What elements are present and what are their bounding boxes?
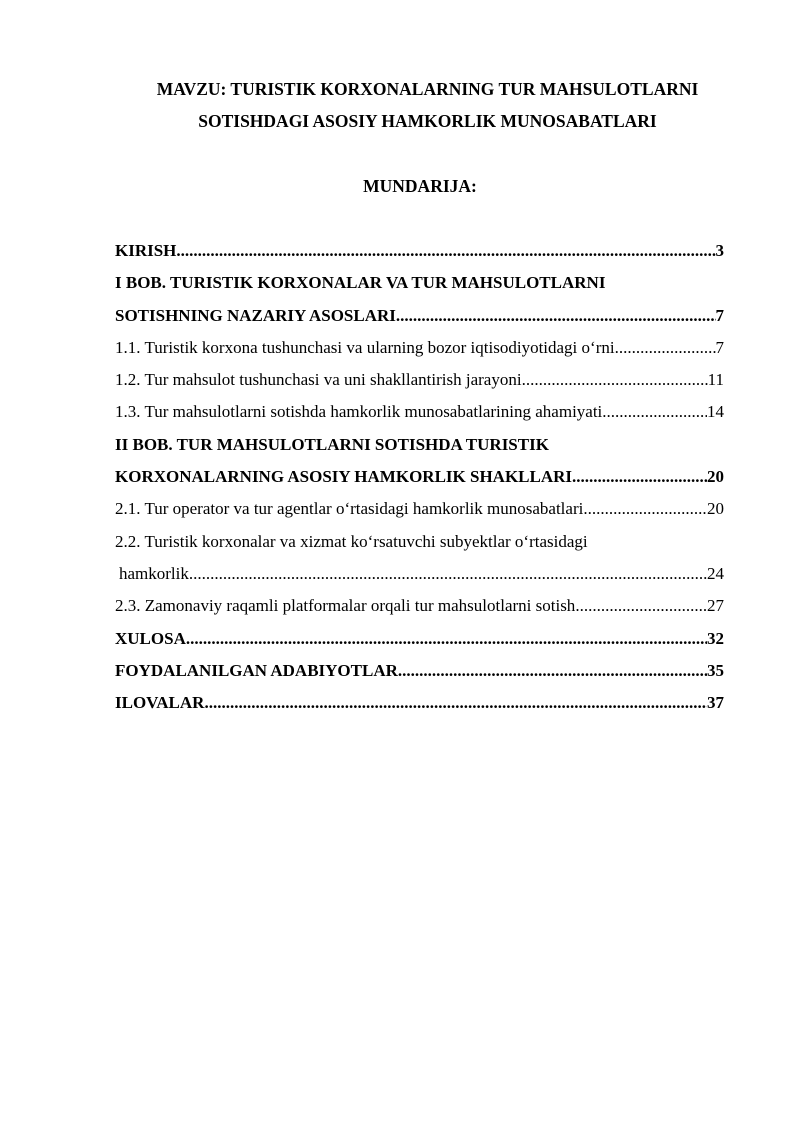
toc-entry-1-1[interactable]: [115, 332, 724, 364]
toc-leader-dots: [204, 687, 707, 719]
toc-entry-chapter-1-line-1[interactable]: [115, 267, 724, 299]
toc-entry-label: 2.1. Tur operator va tur agentlar o‘rtasidagi hamkorlik munosabatlari: [115, 499, 584, 519]
toc-entry-page: 7: [715, 305, 724, 325]
toc-entry-page: 7: [715, 337, 724, 357]
toc-entry-label: 1.3. Tur mahsulotlarni sotishda hamkorlik munosabatlarining ahamiyati: [115, 402, 603, 422]
toc-entry-page: 20: [707, 467, 724, 487]
toc-leader-dots: [396, 300, 716, 332]
toc-entry-chapter-2-line-2[interactable]: [115, 461, 724, 493]
toc-entry-page: 35: [707, 660, 724, 680]
toc-leader-dots: [575, 590, 707, 622]
toc-leader-dots: [189, 558, 707, 590]
toc-entry-page: 24: [707, 563, 724, 583]
toc-entry-page: 27: [707, 596, 724, 616]
toc-entry-label: I BOB. TURISTIK KORXONALAR VA TUR MAHSULOTLARNI: [115, 273, 606, 293]
toc-entry-label: FOYDALANILGAN ADABIYOTLAR: [115, 660, 398, 680]
toc-entry-page: 14: [707, 402, 724, 422]
toc-leader-dots: [602, 396, 707, 428]
table-of-contents: [115, 235, 724, 719]
toc-entry-label: 1.2. Tur mahsulot tushunchasi va uni shakllantirish jarayoni: [115, 370, 522, 390]
toc-entry-2-2-line-2[interactable]: [115, 558, 724, 590]
toc-entry-label: II BOB. TUR MAHSULOTLARNI SOTISHDA TURISTIK: [115, 434, 549, 454]
toc-entry-page: 37: [707, 693, 724, 713]
toc-entry-label: SOTISHNING NAZARIY ASOSLARI: [115, 305, 396, 325]
toc-leader-dots: [398, 655, 707, 687]
toc-leader-dots: [583, 493, 707, 525]
toc-entry-label: XULOSA: [115, 628, 186, 648]
document-title-line-1: MAVZU: TURISTIK KORXONALARNING TUR MAHSULOTLARNI: [156, 79, 699, 99]
toc-entry-kirish[interactable]: [115, 235, 724, 267]
toc-leader-dots: [186, 623, 707, 655]
toc-heading: MUNDARIJA:: [363, 176, 477, 196]
toc-entry-label: 1.1. Turistik korxona tushunchasi va ularning bozor iqtisodiyotidagi o‘rni: [115, 337, 615, 357]
toc-entry-label: 2.3. Zamonaviy raqamli platformalar orqali tur mahsulotlarni sotish: [115, 596, 576, 616]
toc-entry-chapter-1-line-2[interactable]: [115, 300, 724, 332]
toc-entry-label: KIRISH: [115, 241, 177, 260]
toc-entry-label: 2.2. Turistik korxonalar va xizmat ko‘rsatuvchi subyektlar o‘rtasidagi: [115, 531, 588, 551]
toc-entry-chapter-2-line-1[interactable]: [115, 429, 724, 461]
toc-leader-dots: [572, 461, 707, 493]
toc-entry-xulosa[interactable]: [115, 623, 724, 655]
toc-entry-2-2-line-1[interactable]: [115, 526, 724, 558]
toc-leader-dots: [176, 235, 715, 267]
toc-entry-page: 11: [707, 370, 724, 390]
toc-entry-adabiyotlar[interactable]: [115, 655, 724, 687]
toc-entry-1-3[interactable]: [115, 396, 724, 428]
toc-entry-ilovalar[interactable]: [115, 687, 724, 719]
toc-entry-page: 20: [707, 499, 724, 519]
toc-entry-label: hamkorlik: [119, 563, 189, 583]
toc-leader-dots: [522, 364, 708, 396]
toc-entry-label: ILOVALAR: [115, 693, 205, 713]
toc-leader-dots: [615, 332, 716, 364]
toc-entry-1-2[interactable]: [115, 364, 724, 396]
toc-entry-page: 32: [707, 628, 724, 648]
document-title-line-2: SOTISHDAGI ASOSIY HAMKORLIK MUNOSABATLARI: [198, 111, 657, 131]
toc-entry-page: 3: [715, 241, 724, 260]
toc-entry-label: KORXONALARNING ASOSIY HAMKORLIK SHAKLLARI: [115, 467, 573, 487]
toc-entry-2-1[interactable]: [115, 493, 724, 525]
toc-entry-2-3[interactable]: [115, 590, 724, 622]
